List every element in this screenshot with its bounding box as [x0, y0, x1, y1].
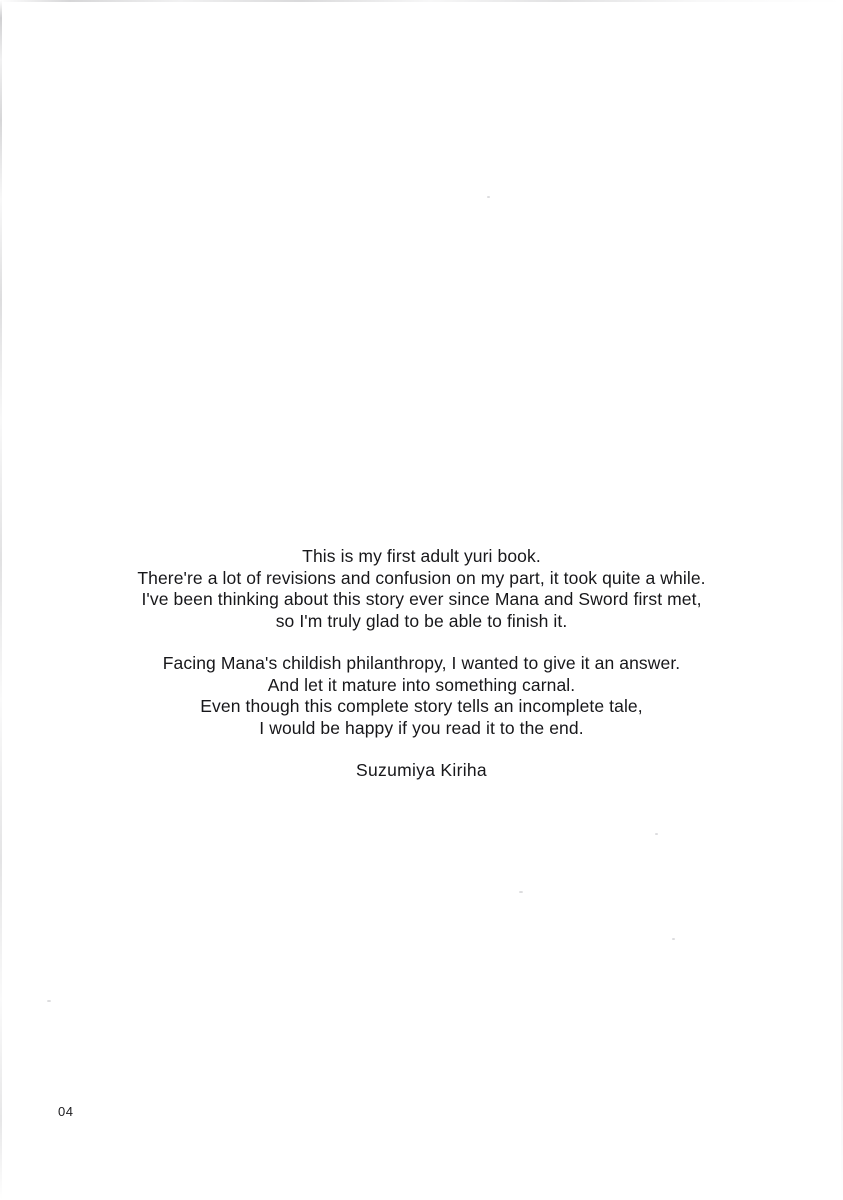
page-number: 04 [58, 1104, 74, 1119]
afterword-line: And let it mature into something carnal. [267, 674, 576, 695]
afterword-paragraph-2 [0, 653, 843, 739]
afterword-line: There're a lot of revisions and confusion on my part, it took quite a while. [137, 567, 706, 588]
afterword-line: so I'm truly glad to be able to finish it. [275, 610, 568, 631]
afterword-line: Even though this complete story tells an incomplete tale, [200, 696, 643, 716]
afterword-line: This is my first adult yuri book. [302, 546, 541, 566]
afterword-text-block [0, 546, 843, 782]
scan-speck [655, 833, 658, 835]
page-edge-top-artifact [0, 0, 843, 2]
afterword-line: I would be happy if you read it to the end. [259, 717, 584, 738]
afterword-line: Facing Mana's childish philanthropy, I wanted to give it an answer. [162, 653, 681, 673]
afterword-line: I've been thinking about this story ever since Mana and Sword first met, [141, 589, 702, 609]
scan-speck [672, 938, 675, 940]
scan-speck [519, 891, 523, 893]
paragraph-spacer [0, 632, 843, 653]
author-signature: Suzumiya Kiriha [356, 760, 487, 780]
afterword-paragraph-1 [0, 546, 843, 632]
scan-speck [487, 196, 490, 198]
scan-speck [47, 1000, 51, 1002]
